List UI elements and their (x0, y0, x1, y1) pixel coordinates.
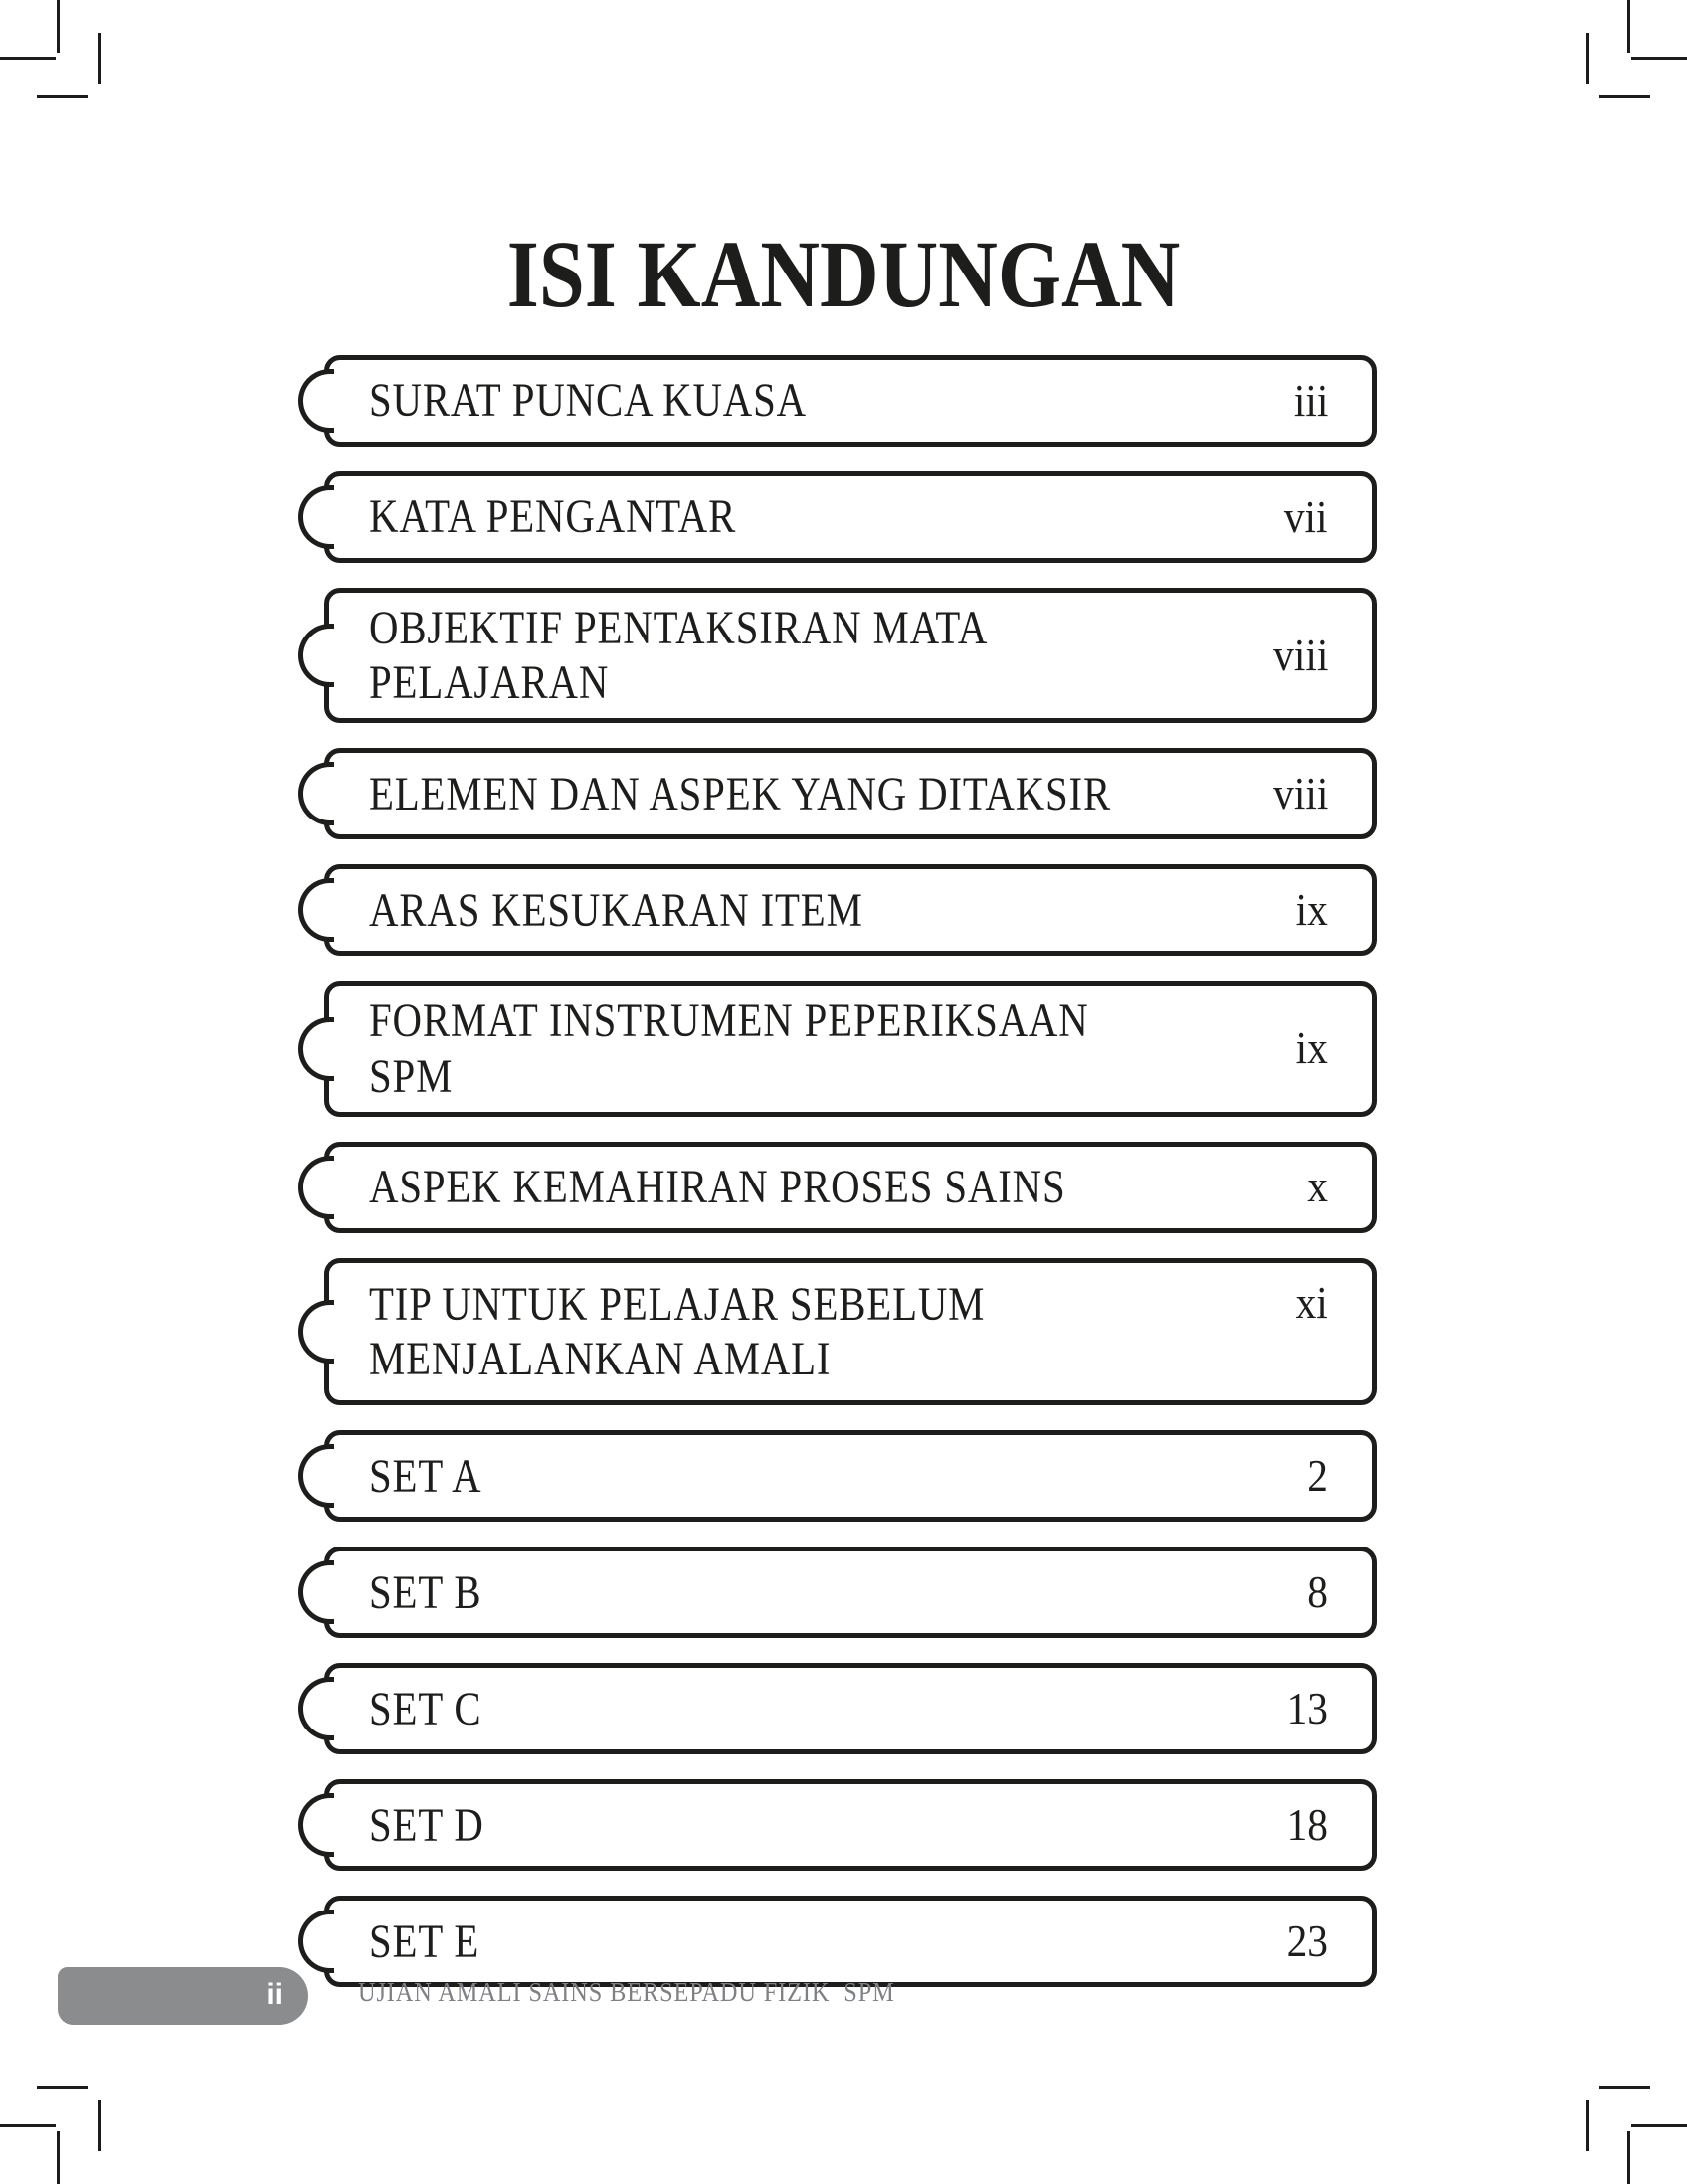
crop-mark-top-left-vertical (57, 0, 60, 53)
left-bracket-notch-decoration (298, 1560, 334, 1624)
toc-entry-page-number: 8 (1307, 1565, 1328, 1617)
toc-entry-label: FORMAT INSTRUMEN PEPERIKSAAN SPM (369, 995, 1089, 1103)
left-bracket-notch-decoration (298, 369, 334, 433)
crop-mark-top-right-inner-horizontal (1599, 95, 1650, 98)
toc-entry (324, 864, 1377, 956)
toc-entry-label: ELEMEN DAN ASPEK YANG DITAKSIR (369, 767, 1112, 820)
toc-entry-page-number: xi (1295, 1276, 1328, 1328)
left-bracket-notch-decoration (298, 1910, 334, 1973)
crop-mark-bottom-right-vertical (1627, 2131, 1630, 2184)
left-bracket-notch-decoration (298, 878, 334, 942)
toc-entry-page-number: x (1307, 1161, 1328, 1212)
crop-mark-top-left-inner-vertical (98, 33, 101, 84)
toc-entry-page-number: 13 (1286, 1682, 1328, 1733)
toc-entry-page-number: 18 (1286, 1798, 1328, 1850)
toc-entry-label: KATA PENGANTAR (369, 490, 737, 544)
toc-entry-label: SET D (369, 1798, 484, 1852)
crop-mark-bottom-left-inner-horizontal (37, 2086, 88, 2089)
toc-entry (324, 355, 1377, 447)
crop-mark-bottom-right-inner-vertical (1586, 2100, 1589, 2151)
toc-entry-page-number: iii (1293, 374, 1328, 426)
crop-mark-bottom-right-inner-horizontal (1599, 2086, 1650, 2089)
crop-mark-top-right-horizontal (1631, 57, 1687, 60)
crop-mark-bottom-left-horizontal (0, 2124, 56, 2127)
toc-entry-page-number: viii (1272, 767, 1328, 819)
toc-entry (324, 1896, 1377, 1987)
toc-entry (324, 1258, 1377, 1405)
toc-entry-page-number: 2 (1307, 1449, 1328, 1501)
left-bracket-notch-decoration (298, 762, 334, 825)
toc-entry-page-number: ix (1295, 883, 1328, 935)
toc-entry (324, 1430, 1377, 1522)
toc-entry-label: OBJEKTIF PENTAKSIRAN MATA PELAJARAN (369, 602, 986, 710)
crop-mark-top-left-inner-horizontal (37, 95, 88, 98)
left-bracket-notch-decoration (298, 485, 334, 549)
toc-entry-label: SET E (369, 1914, 480, 1968)
crop-mark-bottom-left-inner-vertical (98, 2100, 101, 2151)
toc-entry (324, 588, 1377, 723)
crop-mark-bottom-right-horizontal (1631, 2124, 1687, 2127)
toc-entry-label: SET B (369, 1565, 482, 1619)
left-bracket-notch-decoration (298, 1444, 334, 1508)
toc-entry (324, 1663, 1377, 1754)
toc-entry-label: ASPEK KEMAHIRAN PROSES SAINS (369, 1161, 1066, 1214)
left-bracket-notch-decoration (298, 1793, 334, 1857)
crop-mark-top-right-vertical (1627, 0, 1630, 53)
toc-entry-label: TIP UNTUK PELAJAR SEBELUM MENJALANKAN AMALI (369, 1277, 986, 1385)
crop-mark-top-left-horizontal (0, 57, 56, 60)
page-title: ISI KANDUNGAN (506, 221, 1181, 327)
toc-entry-label: SURAT PUNCA KUASA (369, 374, 807, 428)
left-bracket-notch-decoration (298, 1300, 334, 1364)
toc-entry-page-number: vii (1284, 490, 1328, 542)
toc-entry-page-number: ix (1295, 1022, 1328, 1074)
toc-entry (324, 1547, 1377, 1638)
crop-mark-bottom-left-vertical (57, 2131, 60, 2184)
page-number: ii (266, 1977, 282, 2011)
running-footer-title: UJIAN AMALI SAINS BERSEPADU FIZIK SPM (358, 1977, 895, 2007)
toc-entry (324, 1142, 1377, 1233)
left-bracket-notch-decoration (298, 1017, 334, 1081)
toc-entry-page-number: 23 (1286, 1914, 1328, 1966)
toc-entry (324, 1779, 1377, 1871)
toc-entry-label: SET A (369, 1449, 482, 1503)
toc-entry (324, 748, 1377, 839)
left-bracket-notch-decoration (298, 1156, 334, 1219)
table-of-contents (324, 355, 1377, 2012)
page-number-badge (58, 1967, 308, 2025)
toc-entry (324, 471, 1377, 563)
left-bracket-notch-decoration (298, 624, 334, 687)
toc-entry-label: SET C (369, 1682, 482, 1735)
toc-entry-label: ARAS KESUKARAN ITEM (369, 883, 863, 937)
crop-mark-top-right-inner-vertical (1586, 33, 1589, 84)
toc-entry-page-number: viii (1272, 629, 1328, 680)
toc-entry (324, 981, 1377, 1116)
left-bracket-notch-decoration (298, 1677, 334, 1740)
